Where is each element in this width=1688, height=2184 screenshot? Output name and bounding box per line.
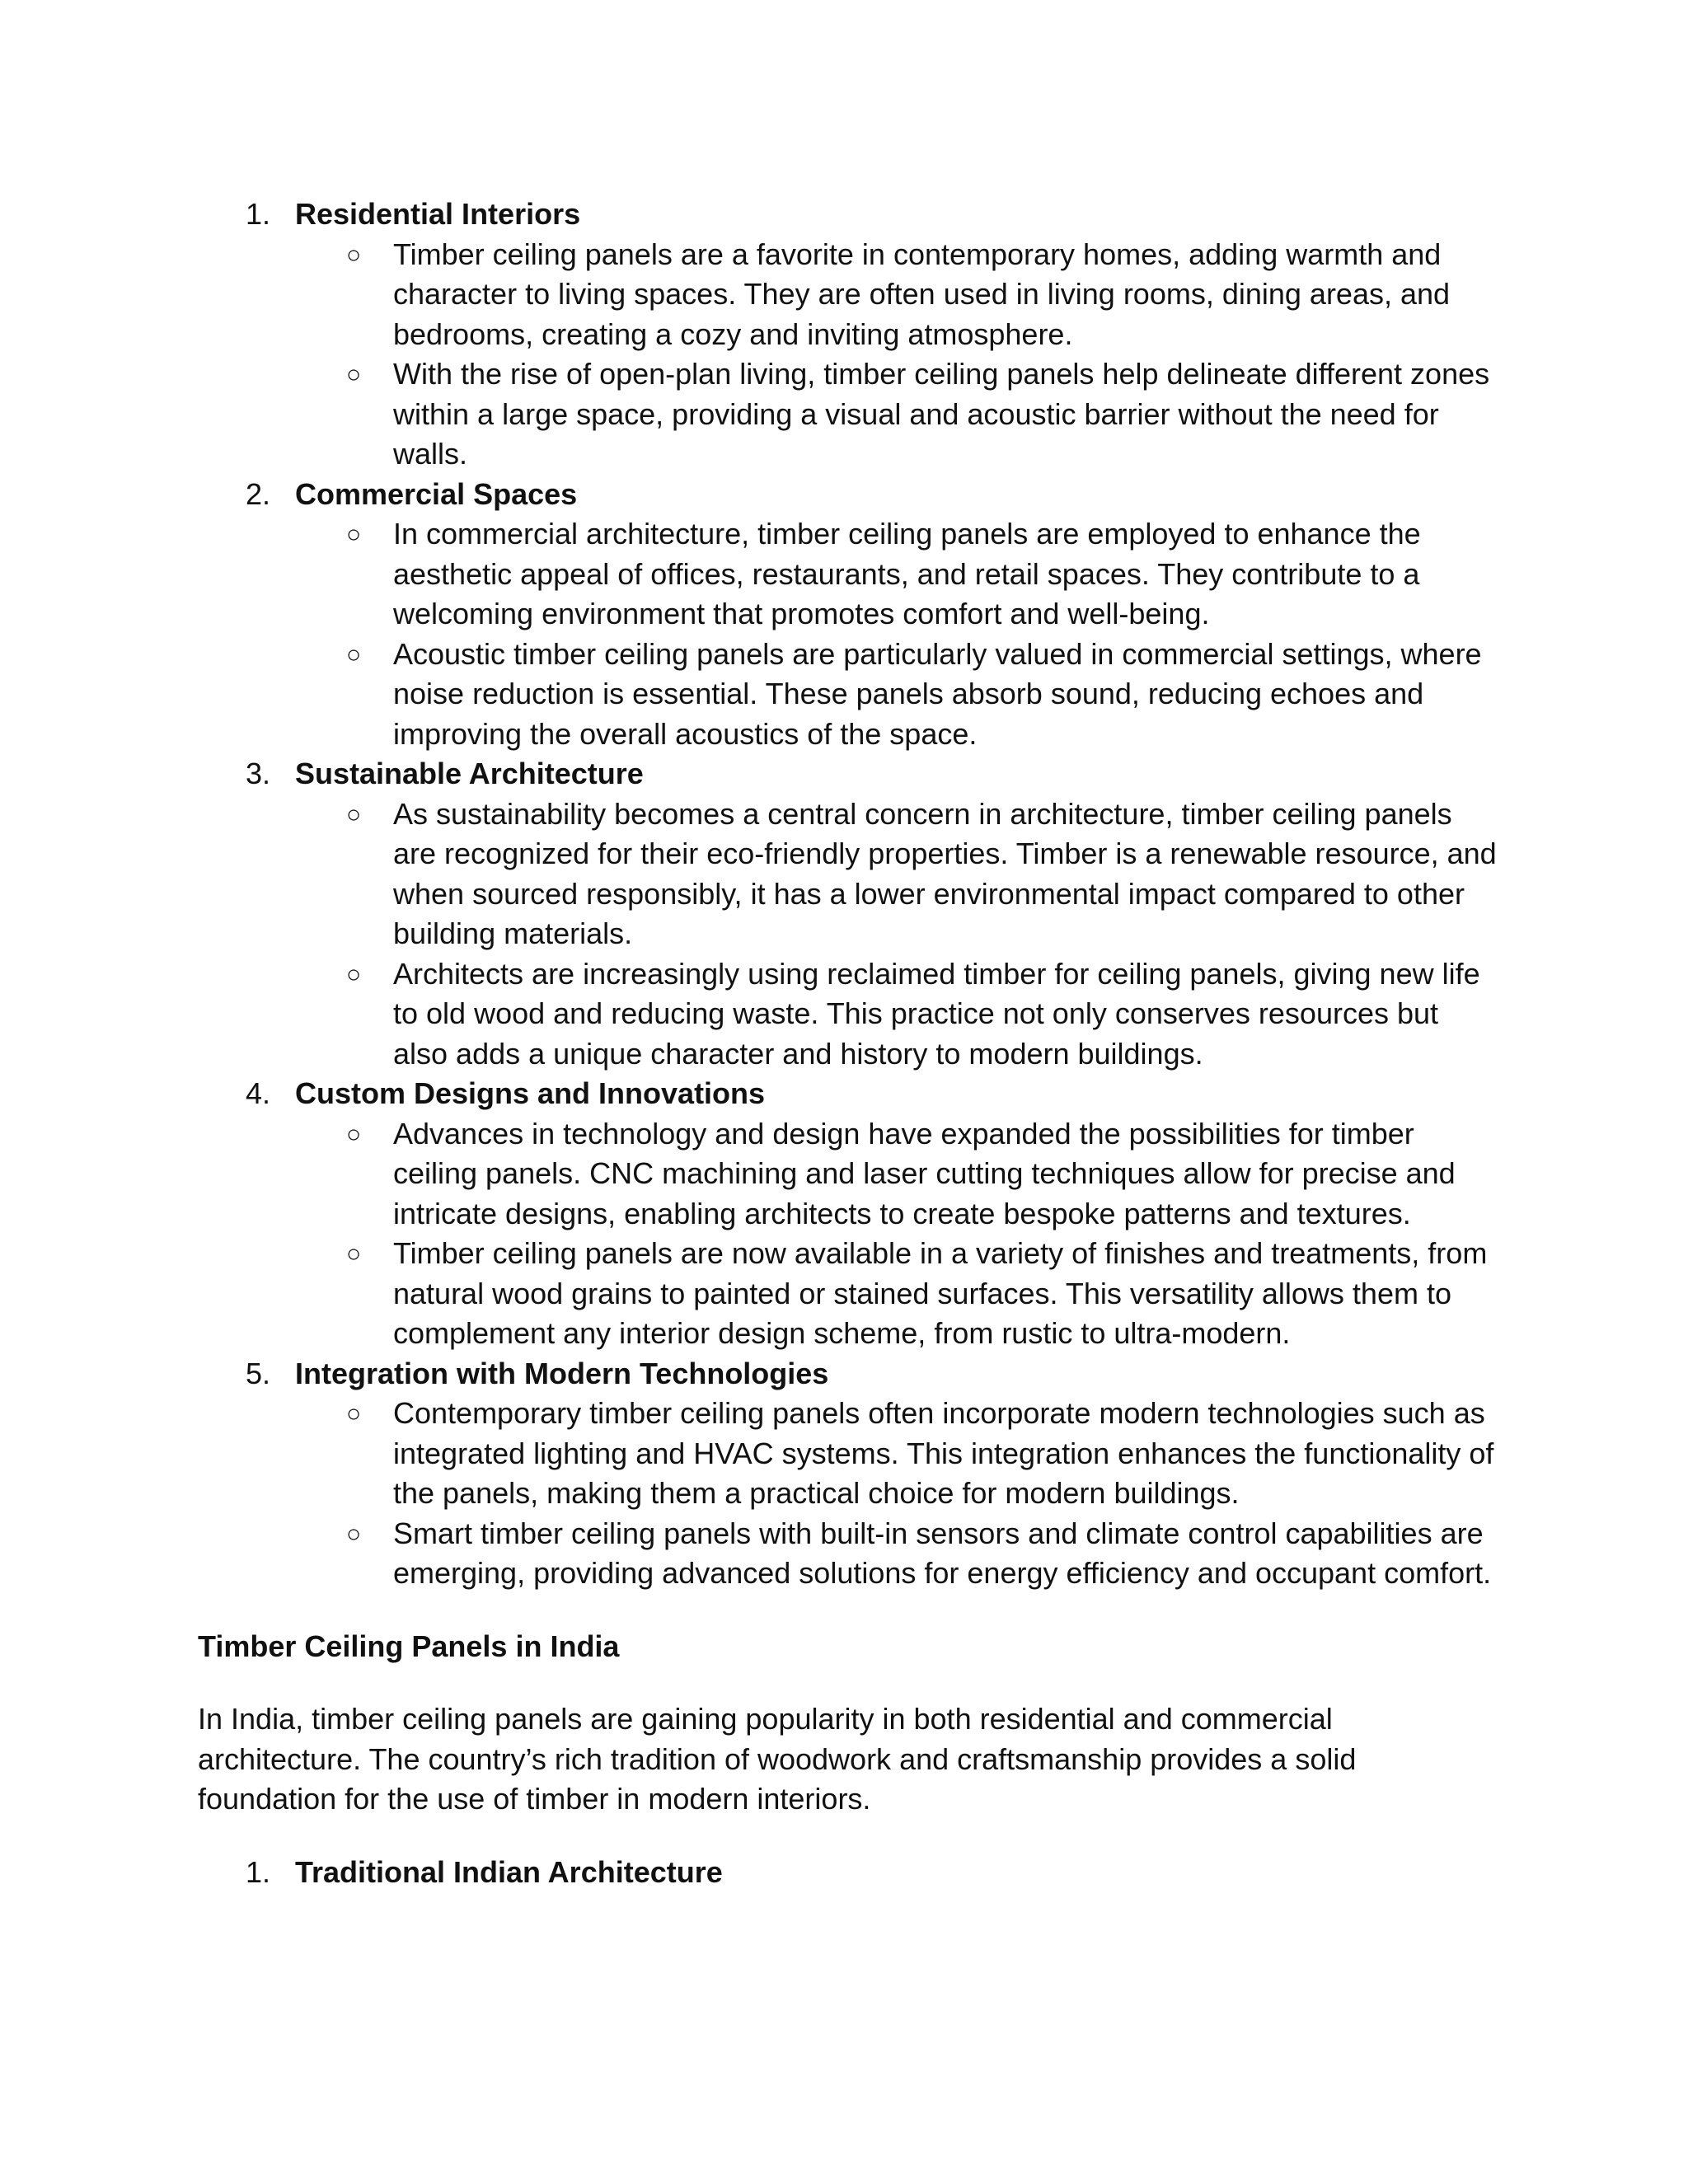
hollow-circle-bullet-icon: ○ (346, 960, 362, 988)
hollow-circle-bullet-icon: ○ (346, 241, 362, 269)
list-number: 4. (246, 1076, 271, 1110)
sub-list (295, 794, 1500, 1075)
sub-list-item (295, 1234, 1500, 1354)
sub-list-text: Smart timber ceiling panels with built-in sensors and climate control capabilities are emerging, providing advanced solutions for energy efficiency and occupant comfort. (393, 1516, 1492, 1590)
list-item-title: Traditional Indian Architecture (295, 1854, 723, 1889)
sub-list-text: Architects are increasingly using reclaimed timber for ceiling panels, giving new life to old wood and reducing waste. This practice not only conserves resources but also adds a unique character and history to modern buildings. (393, 956, 1480, 1071)
sub-list-text: As sustainability becomes a central concern in architecture, timber ceiling panels are recognized for their eco-friendly properties. Timber is a renewable resource, and when sourced responsibly, it has a lower environmental impact compared to other building materials. (393, 796, 1497, 950)
list-item-commercial-spaces (198, 475, 1500, 755)
sub-list-text: Timber ceiling panels are a favorite in contemporary homes, adding warmth and character to living spaces. They are often used in living rooms, dining areas, and bedrooms, creating a cozy and inviting atmosphere. (393, 237, 1451, 351)
hollow-circle-bullet-icon: ○ (346, 521, 362, 548)
document-content (198, 194, 1500, 1892)
sub-list-item (295, 1514, 1500, 1594)
list-item-residential-interiors (198, 194, 1500, 475)
section-heading: Timber Ceiling Panels in India (198, 1629, 620, 1663)
list-item-title: Sustainable Architecture (295, 757, 644, 790)
sub-list-text: Acoustic timber ceiling panels are particularly valued in commercial settings, where noise reduction is essential. These panels absorb sound, reducing echoes and improving the overall acoustics of the space. (393, 636, 1482, 751)
hollow-circle-bullet-icon: ○ (346, 640, 362, 668)
list-number: 2. (246, 476, 271, 511)
sub-list-text: In commercial architecture, timber ceiling panels are employed to enhance the aesthetic appeal of offices, restaurants, and retail spaces. They contribute to a welcoming environment that promotes comfort and well-being. (393, 517, 1421, 630)
sub-list (295, 235, 1500, 475)
applications-list (198, 194, 1500, 1594)
sub-list-text: Advances in technology and design have expanded the possibilities for timber ceiling panels. CNC machining and laser cutting techniques allow for precise and intricate designs, enabling architects to create bespoke patterns and textures. (393, 1116, 1456, 1230)
sub-list-text: With the rise of open-plan living, timber ceiling panels help delineate different zones within a large space, providing a visual and acoustic barrier without the need for walls. (393, 357, 1490, 471)
hollow-circle-bullet-icon: ○ (346, 1120, 362, 1148)
list-number: 1. (246, 1854, 271, 1889)
list-item-modern-technologies (198, 1354, 1500, 1594)
hollow-circle-bullet-icon: ○ (346, 1400, 362, 1427)
list-item-title: Residential Interiors (295, 197, 581, 231)
sub-list-item (295, 794, 1500, 954)
sub-list-item (295, 354, 1500, 475)
sub-list-item (295, 1394, 1500, 1514)
list-number: 1. (246, 197, 271, 231)
list-item-custom-designs (198, 1074, 1500, 1354)
sub-list-text: Timber ceiling panels are now available in a variety of finishes and treatments, from natural wood grains to painted or stained surfaces. This versatility allows them to complement any interior design scheme, from rustic to ultra-modern. (393, 1236, 1488, 1350)
sub-list-item (295, 514, 1500, 635)
sub-list-text: Contemporary timber ceiling panels often incorporate modern technologies such as integrated lighting and HVAC systems. This integration enhances the functionality of the panels, making them a practical choice for modern buildings. (393, 1396, 1494, 1510)
sub-list (295, 1394, 1500, 1594)
list-item-title: Integration with Modern Technologies (295, 1356, 829, 1390)
list-number: 3. (246, 757, 271, 790)
hollow-circle-bullet-icon: ○ (346, 1240, 362, 1268)
body-paragraph: In India, timber ceiling panels are gaining popularity in both residential and commercial architecture. The country’s rich tradition of woodwork and craftsmanship provides a solid foundation for the use of timber in modern interiors. (198, 1702, 1357, 1816)
hollow-circle-bullet-icon: ○ (346, 361, 362, 388)
sub-list-item (295, 1114, 1500, 1235)
sub-list (295, 1114, 1500, 1354)
list-item-title: Commercial Spaces (295, 476, 578, 511)
list-item-sustainable-architecture (198, 754, 1500, 1074)
sub-list (295, 514, 1500, 754)
sub-list-item (295, 235, 1500, 355)
list-number: 5. (246, 1356, 271, 1390)
hollow-circle-bullet-icon: ○ (346, 800, 362, 828)
hollow-circle-bullet-icon: ○ (346, 1520, 362, 1548)
sub-list-item (295, 635, 1500, 755)
india-list (198, 1853, 1500, 1893)
list-item-title: Custom Designs and Innovations (295, 1076, 766, 1110)
list-item-traditional-indian-architecture (198, 1853, 1500, 1893)
sub-list-item (295, 954, 1500, 1075)
